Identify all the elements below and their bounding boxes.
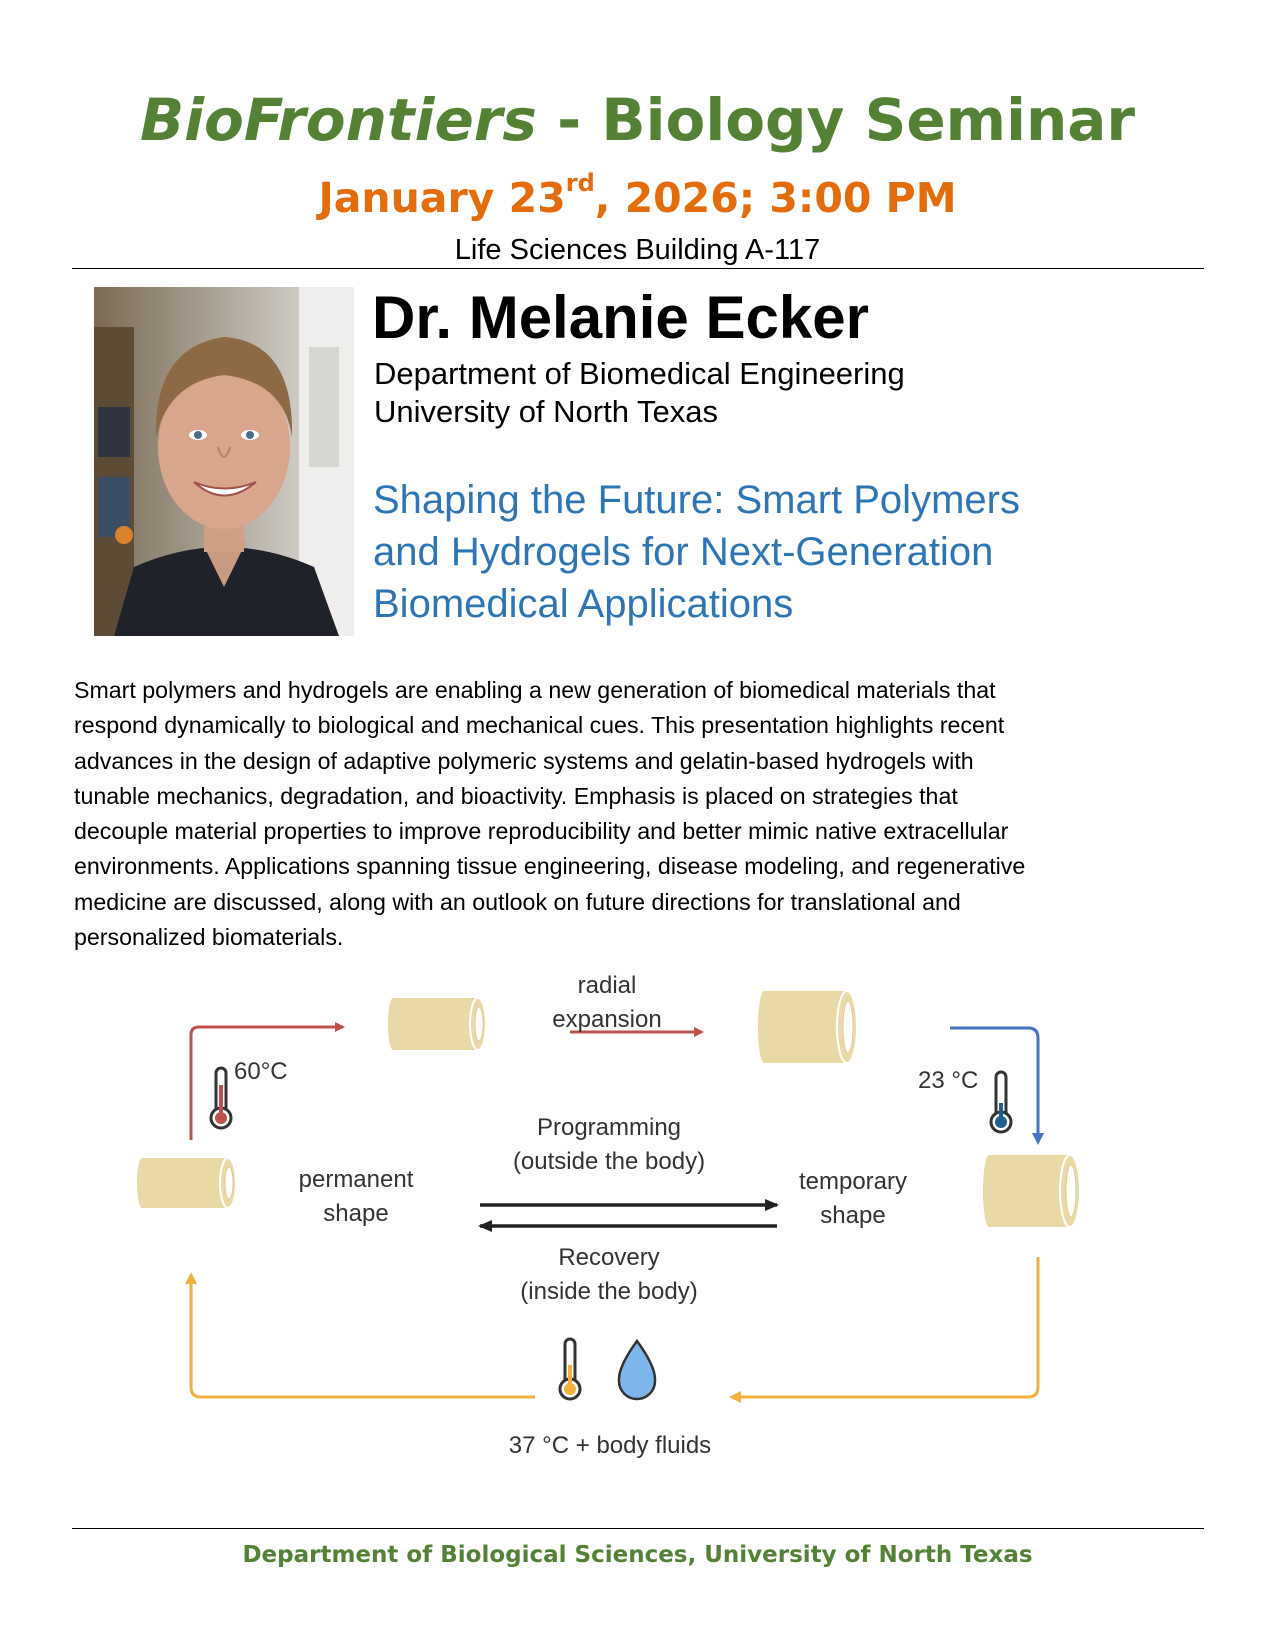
date-year-time: , 2026; 3:00 PM: [594, 174, 957, 222]
header-divider: [72, 268, 1204, 269]
talk-title: [373, 474, 1233, 630]
seminar-date: [0, 169, 1275, 224]
permanent-label-line2: shape: [323, 1200, 389, 1227]
date-month-day: January 23: [318, 174, 566, 222]
recovery-label-line2: (inside the body): [520, 1278, 698, 1305]
thermometer-room-icon: [991, 1072, 1011, 1132]
speaker-department: Department of Biomedical Engineering: [374, 356, 905, 391]
abstract-line: Smart polymers and hydrogels are enabling a new generation of biomedical materials that: [74, 677, 996, 703]
date-ordinal-suffix: rd: [565, 169, 595, 198]
programming-label-line2: (outside the body): [512, 1148, 706, 1175]
speaker-name: Dr. Melanie Ecker: [372, 284, 869, 351]
tube-permanent-left: [137, 1158, 236, 1208]
temp-room-label: 23 °C: [918, 1067, 979, 1094]
series-name: BioFrontiers: [139, 86, 537, 154]
footer-department: Department of Biological Sciences, University of North Texas: [242, 1542, 1033, 1568]
thermometer-hot-icon: [211, 1068, 231, 1128]
tube-expanded: [758, 991, 857, 1063]
speaker-university: University of North Texas: [374, 394, 718, 429]
tube-temporary-right: [983, 1155, 1080, 1227]
seminar-title: [0, 85, 1275, 155]
footer-divider: [72, 1528, 1204, 1529]
abstract-line: decouple material properties to improve reproducibility and better mimic native extracellular: [74, 818, 1009, 845]
abstract-line: medicine are discussed, along with an outlook on future directions for translational and: [74, 888, 961, 915]
permanent-label-line1: permanent: [298, 1166, 414, 1193]
abstract-line: environments. Applications spanning tissue engineering, disease modeling, and regenerative: [74, 853, 1026, 880]
tube-heated: [388, 998, 486, 1050]
thermometer-body-icon: [560, 1339, 580, 1399]
temporary-label-line2: shape: [820, 1202, 886, 1229]
abstract-line: respond dynamically to biological and mechanical cues. This presentation highlights recent: [74, 712, 1005, 739]
recovery-loop-arrow: [191, 1275, 535, 1397]
talk-title-line: Shaping the Future: Smart Polymers: [373, 478, 1020, 522]
radial-label-line2: expansion: [552, 1006, 662, 1033]
recovery-label-line1: Recovery: [558, 1244, 660, 1271]
abstract-line: personalized biomaterials.: [74, 924, 344, 951]
programming-label-line1: Programming: [536, 1114, 682, 1141]
abstract-line: advances in the design of adaptive polymeric systems and gelatin-based hydrogels with: [74, 747, 974, 774]
speaker-photo: [94, 287, 354, 636]
seminar-type: - Biology Seminar: [536, 86, 1136, 154]
temp-hot-label: 60°C: [234, 1058, 288, 1085]
temporary-label-line1: temporary: [798, 1168, 908, 1195]
water-drop-icon: [619, 1341, 655, 1399]
abstract: [74, 673, 1214, 955]
seminar-location: Life Sciences Building A-117: [454, 234, 821, 266]
body-return-arrow: [732, 1257, 1038, 1397]
shape-memory-cycle-diagram: [130, 975, 1140, 1475]
talk-title-line: and Hydrogels for Next-Generation: [373, 530, 994, 574]
speaker-portrait-illustration: [94, 287, 354, 636]
abstract-line: tunable mechanics, degradation, and bioactivity. Emphasis is placed on strategies that: [74, 782, 958, 809]
radial-label-line1: radial: [577, 975, 637, 999]
talk-title-line: Biomedical Applications: [373, 582, 794, 626]
body-condition-label: 37 °C + body fluids: [508, 1432, 712, 1459]
